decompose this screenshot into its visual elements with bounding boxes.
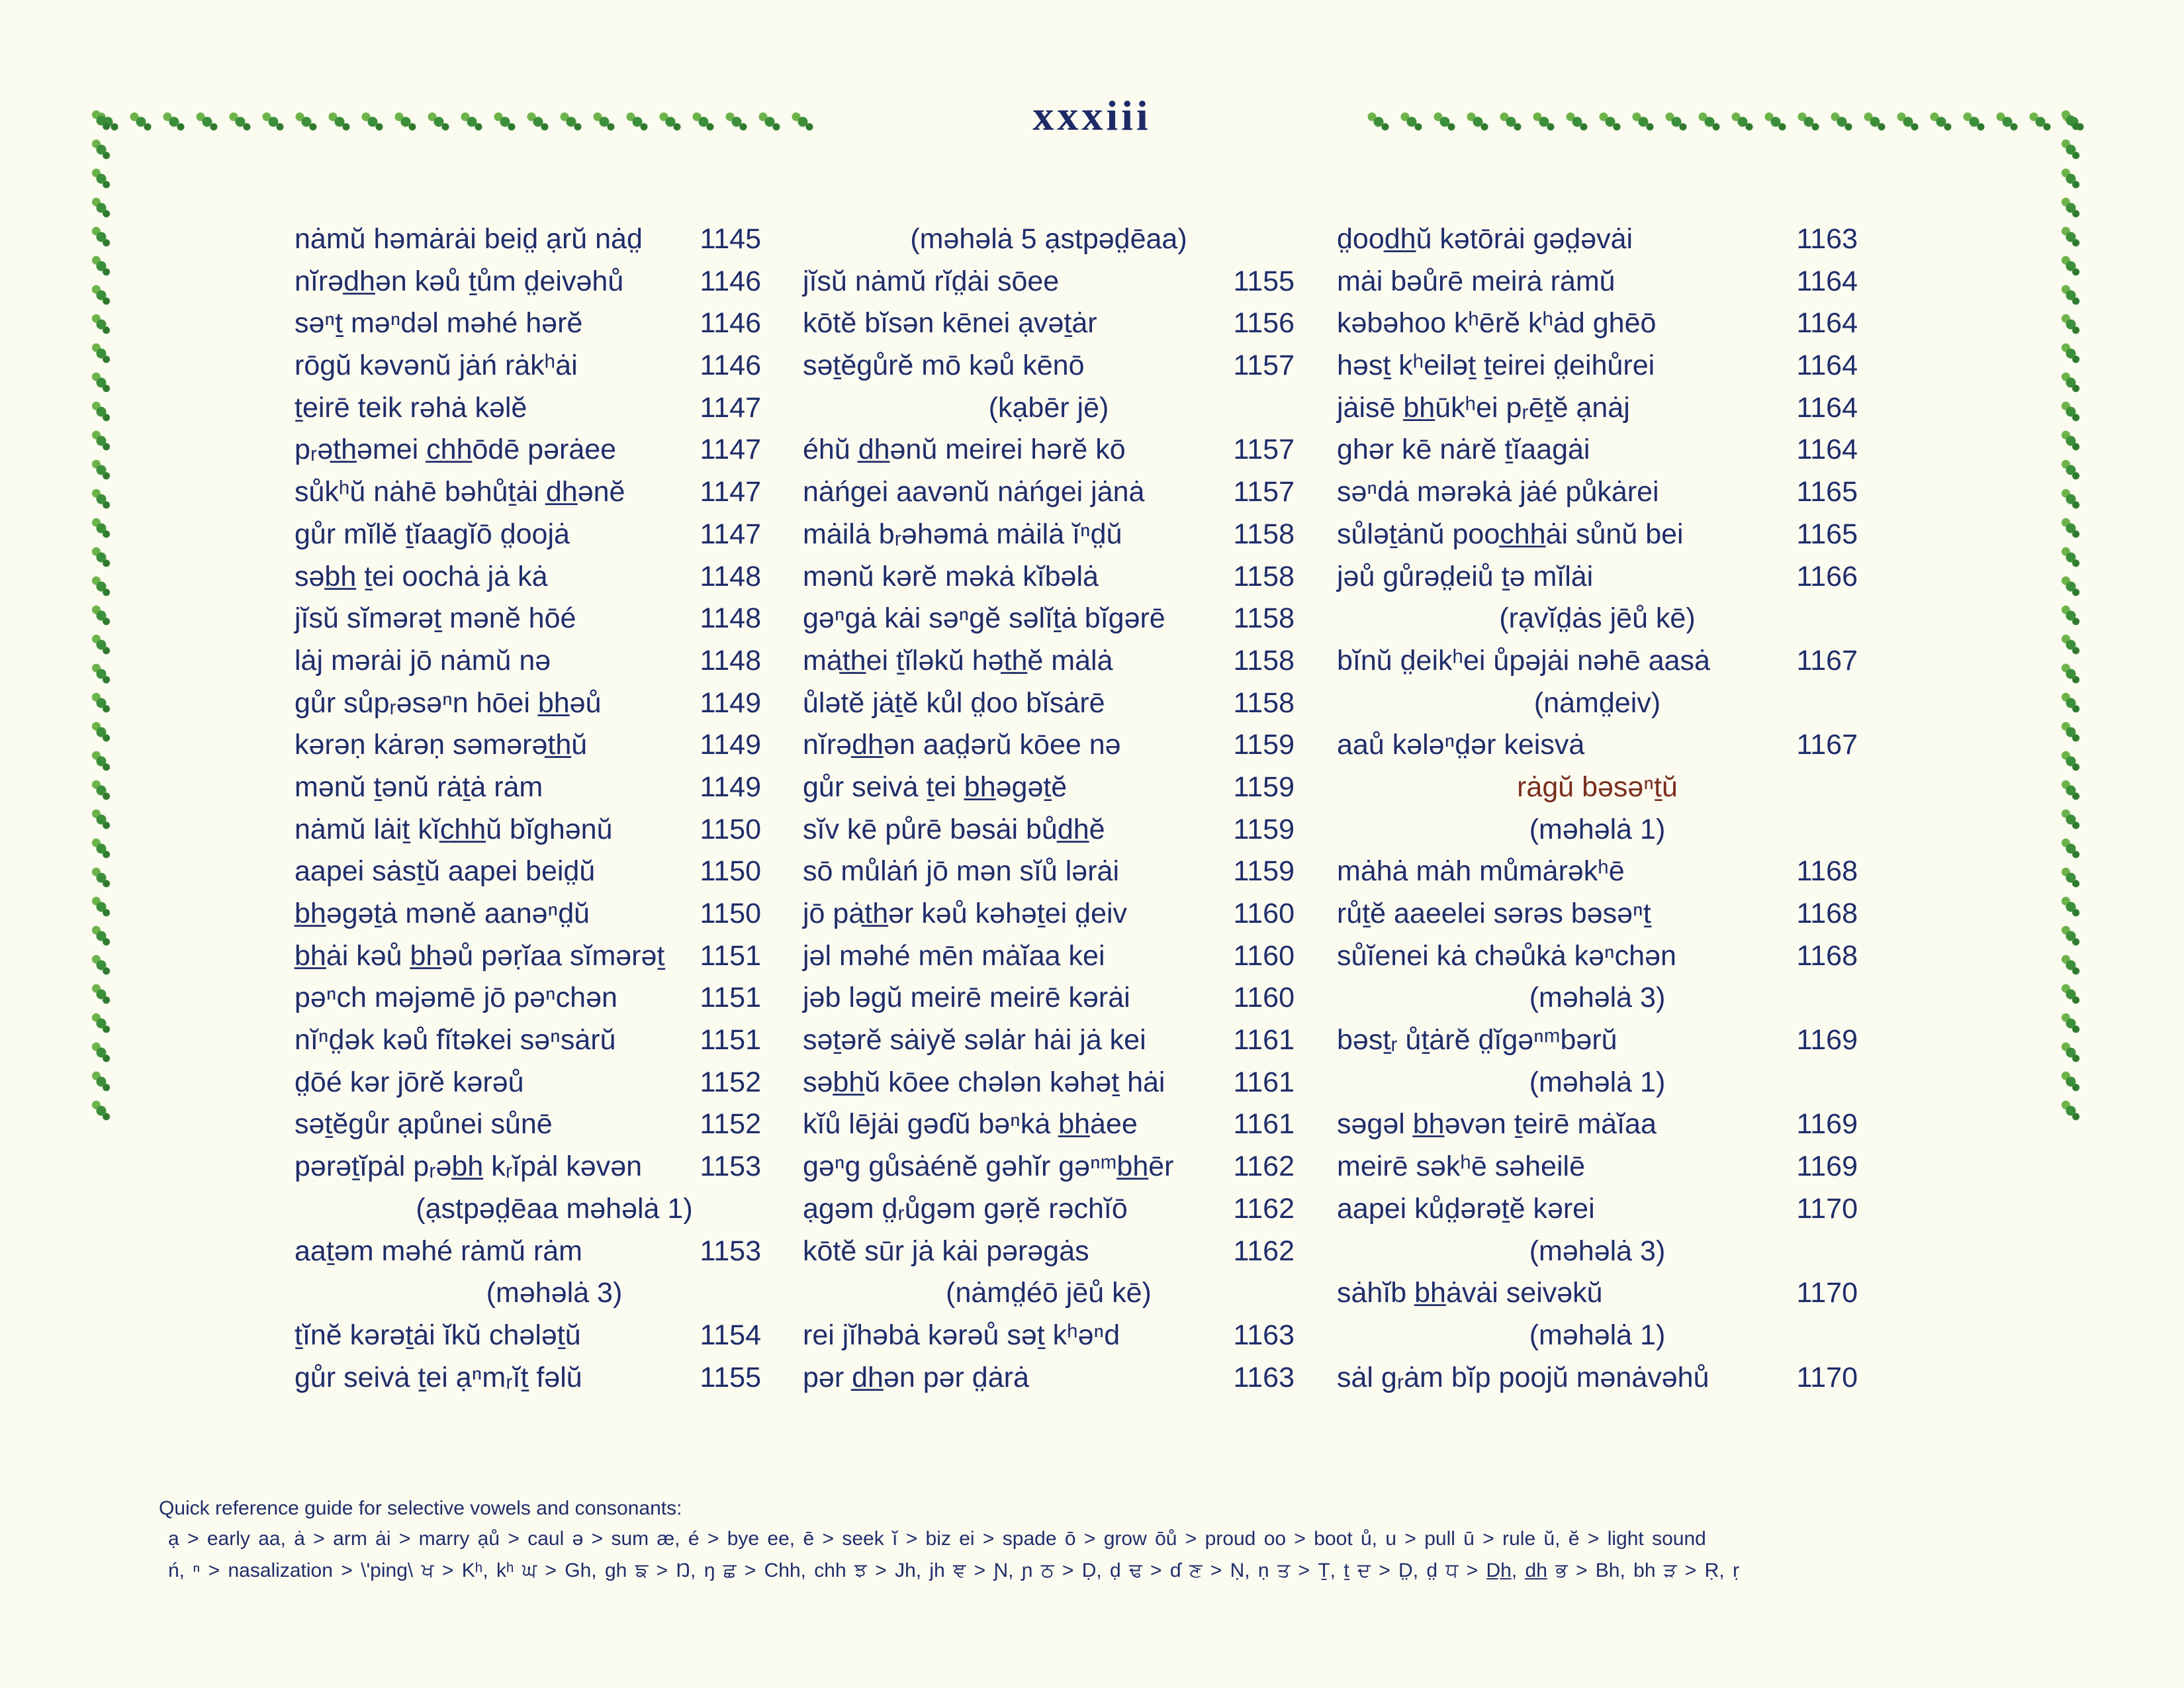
vowel-guide-line: ạ > early aa, ȧ > arm ȧi > marry ạů > caul ə > sum æ, é > bye ee, ē > seek ĭ > biz ei > spade ō > grow ōů > proud oo > boot ů, u > pull ū > rule ŭ, ĕ > light sound bbox=[168, 1528, 1706, 1550]
entry-title: bəsṯᵣ ůṯȧrĕ d̤ĭgəⁿᵐbərŭ bbox=[1337, 1024, 1617, 1056]
index-entry bbox=[295, 1062, 761, 1104]
index-entry bbox=[803, 556, 1295, 598]
right-vine-border bbox=[2058, 106, 2083, 1129]
entry-title: aapei kůd̤ərəṯĕ kərei bbox=[1337, 1192, 1595, 1225]
index-entry bbox=[803, 935, 1295, 978]
page-number: 1157 bbox=[1233, 350, 1295, 382]
entry-title: sĭv kē půrē bəsȧi bůd̲h̲ĕ bbox=[803, 813, 1105, 845]
entry-title: sůləṯȧnŭ pooc̲h̲h̲ȧi sůnŭ bei bbox=[1337, 518, 1684, 550]
page-number: 1153 bbox=[700, 1235, 761, 1267]
entry-title: bĭnŭ d̤eikʰei ůpəjȧi nəhē aasȧ bbox=[1337, 644, 1710, 677]
entry-title: gůr sůpᵣəsəⁿn hōei b̲h̲əů bbox=[295, 686, 602, 719]
page-number: 1164 bbox=[1796, 307, 1858, 340]
entry-title: nȧńgei aavənŭ nȧńgei jȧnȧ bbox=[803, 476, 1145, 508]
page-number: 1150 bbox=[700, 813, 761, 845]
entry-title: nĭrəd̲h̲ən aad̤ərŭ kōee nə bbox=[803, 729, 1121, 761]
entry-title: jəů gůrəd̤eiů ṯə mĭlȧi bbox=[1337, 560, 1594, 592]
index-entry bbox=[295, 556, 761, 598]
entry-title: sō můlȧń jō mən sĭů lərȧi bbox=[803, 855, 1119, 888]
index-column-3 bbox=[1337, 218, 1858, 1399]
index-entry bbox=[1337, 218, 1858, 261]
index-entry bbox=[803, 345, 1295, 387]
page-number: 1164 bbox=[1796, 350, 1858, 382]
index-entry bbox=[1337, 640, 1858, 682]
section-heading bbox=[1337, 1315, 1858, 1357]
entry-title: nĭⁿd̤ək kəů fĭtəkei səⁿsȧrŭ bbox=[295, 1024, 616, 1056]
entry-title: kōtĕ bĭsən kēnei ạvəṯȧr bbox=[803, 307, 1097, 340]
page-title: xxxiii bbox=[1032, 92, 1152, 139]
left-vine-border bbox=[89, 106, 114, 1129]
page-number: 1158 bbox=[1233, 644, 1295, 677]
entry-title: səⁿṯ məⁿdəl məhé hərĕ bbox=[295, 307, 583, 340]
page-number: 1156 bbox=[1233, 307, 1295, 340]
index-entry bbox=[803, 640, 1295, 682]
entry-title: b̲h̲ȧi kəů b̲h̲əů pəṛĭaa sĭmərəṯ bbox=[295, 939, 665, 972]
entry-title: éhŭ d̲h̲ənŭ meirei hərĕ kō bbox=[803, 434, 1126, 466]
page-number: 1159 bbox=[1233, 729, 1295, 761]
entry-title: kōtĕ sūr jȧ kȧi pərəgȧs bbox=[803, 1235, 1089, 1267]
page-number: 1149 bbox=[700, 771, 761, 803]
index-entry bbox=[803, 1103, 1295, 1146]
index-entry bbox=[295, 598, 761, 640]
entry-title: aapei sȧsṯŭ aapei beid̤ŭ bbox=[295, 855, 596, 888]
page-number: 1145 bbox=[700, 223, 761, 255]
entry-title: sůkʰŭ nȧhē bəhůṯȧi d̲h̲ənĕ bbox=[295, 476, 625, 508]
page-number: 1170 bbox=[1796, 1192, 1858, 1225]
index-entry bbox=[1337, 303, 1858, 345]
index-entry bbox=[803, 682, 1295, 725]
index-entry bbox=[295, 387, 761, 430]
entry-title: (məhəlȧ 3) bbox=[1529, 982, 1666, 1014]
entry-title: jĭsŭ sĭmərəṯ mənĕ hōé bbox=[295, 602, 576, 635]
entry-title: sȧl gᵣȧm bĭp poojŭ mənȧvəhů bbox=[1337, 1361, 1709, 1393]
entry-title: pəⁿch məjəmē jō pəⁿchən bbox=[295, 982, 617, 1014]
page-number: 1147 bbox=[700, 476, 761, 508]
index-entry bbox=[803, 1062, 1295, 1104]
index-entry bbox=[803, 1188, 1295, 1231]
index-entry bbox=[1337, 893, 1858, 935]
page-number: 1164 bbox=[1796, 265, 1858, 297]
section-heading bbox=[1337, 598, 1858, 640]
entry-title: rei jĭhəbȧ kərəů səṯ kʰəⁿd bbox=[803, 1319, 1120, 1351]
index-entry bbox=[295, 514, 761, 556]
entry-title: jəl məhé mēn mȧĭaa kei bbox=[803, 939, 1105, 972]
entry-title: jĭsŭ nȧmŭ rĭd̤ȧi sōee bbox=[803, 265, 1060, 297]
entry-title: jȧisē b̲h̲ūkʰei pᵣēṯĕ ạnȧj bbox=[1337, 391, 1630, 424]
index-entry bbox=[295, 345, 761, 387]
page-number: 1162 bbox=[1233, 1150, 1295, 1183]
section-heading bbox=[803, 218, 1295, 261]
page-number: 1158 bbox=[1233, 686, 1295, 719]
section-heading bbox=[1337, 977, 1858, 1019]
page-number: 1170 bbox=[1796, 1361, 1858, 1393]
consonant-guide-line: ń, ⁿ > nasalization > \'ping\ ਖ > Kʰ, kʰ ਘ > Gh, gh ਙ > Ŋ, ŋ ਛ > Chh, chh ਝ > Jh, jh ਞ > Ɲ, ɲ ਠ > Ḍ, ḍ ਢ > ɗ ਣ > Ṇ, ṇ ਤ > Ṯ, ṯ ਦ > D̤, d̤ ਧ > D̲h̲, d̲h̲ ਭ > Bh, bh ੜ > Ṛ, ṛ bbox=[168, 1560, 1739, 1581]
page-number: 1168 bbox=[1796, 855, 1858, 888]
entry-title: səb̲h̲ ṯei oochȧ jȧ kȧ bbox=[295, 560, 548, 592]
entry-title: səṯĕgůrĕ mō kəů kēnō bbox=[803, 350, 1085, 382]
page-number: 1147 bbox=[700, 518, 761, 550]
index-entry bbox=[803, 1315, 1295, 1357]
index-entry bbox=[295, 429, 761, 471]
page-number: 1164 bbox=[1796, 391, 1858, 424]
entry-title: jəb ləgŭ meirē meirē kərȧi bbox=[803, 982, 1130, 1014]
index-entry bbox=[295, 767, 761, 809]
entry-title: gəⁿgȧ kȧi səⁿgĕ səlĭṯȧ bĭgərē bbox=[803, 602, 1165, 635]
index-entry bbox=[803, 303, 1295, 345]
page-number: 1158 bbox=[1233, 518, 1295, 550]
page-number: 1163 bbox=[1233, 1361, 1295, 1393]
entry-title: (məhəlȧ 3) bbox=[1529, 1235, 1666, 1267]
index-entry bbox=[295, 682, 761, 725]
entry-title: (məhəlȧ 1) bbox=[1529, 1319, 1666, 1351]
index-entry bbox=[1337, 387, 1858, 430]
page-number: 1169 bbox=[1796, 1150, 1858, 1183]
entry-title: pər d̲h̲ən pər d̤ȧrȧ bbox=[803, 1361, 1029, 1393]
page-number: 1165 bbox=[1796, 476, 1858, 508]
index-entry bbox=[295, 893, 761, 935]
index-entry bbox=[295, 303, 761, 345]
page-number: 1160 bbox=[1233, 898, 1295, 929]
entry-title: nȧmŭ lȧiṯ kĭc̲h̲h̲ŭ bĭghənŭ bbox=[295, 813, 613, 845]
entry-title: lȧj mərȧi jō nȧmŭ nə bbox=[295, 644, 551, 677]
index-entry bbox=[803, 809, 1295, 851]
page-number: 1162 bbox=[1233, 1235, 1295, 1267]
index-entry bbox=[803, 767, 1295, 809]
entry-title: səṯərĕ sȧiyĕ səlȧr hȧi jȧ kei bbox=[803, 1024, 1146, 1056]
entry-title: b̲h̲əgəṯȧ mənĕ aanəⁿd̤ŭ bbox=[295, 898, 590, 929]
entry-title: d̤ood̲h̲ŭ kətōrȧi gəd̤əvȧi bbox=[1337, 223, 1633, 255]
entry-title: jō pȧt̲h̲ər kəů kəhəṯei d̤eiv bbox=[803, 898, 1128, 929]
page-number: 1163 bbox=[1796, 223, 1858, 255]
index-entry bbox=[803, 724, 1295, 767]
page-number: 1157 bbox=[1233, 476, 1295, 508]
index-entry bbox=[295, 724, 761, 767]
entry-title: sůĭenei kȧ chəůkȧ kəⁿchən bbox=[1337, 939, 1676, 972]
page-number: 1159 bbox=[1233, 855, 1295, 888]
page-number: 1161 bbox=[1233, 1024, 1295, 1056]
index-entry bbox=[1337, 1357, 1858, 1399]
entry-title: ṯĭnĕ kərəṯȧi ĭkŭ chələṯŭ bbox=[295, 1319, 581, 1351]
page-number: 1152 bbox=[700, 1108, 761, 1141]
index-entry bbox=[295, 640, 761, 682]
entry-title: ạgəm d̤ᵣůgəm gəṛĕ rəchĭō bbox=[803, 1192, 1128, 1225]
entry-title: kĭů lējȧi gəɗŭ bəⁿkȧ b̲h̲ȧee bbox=[803, 1108, 1138, 1141]
index-entry bbox=[803, 261, 1295, 303]
index-entry bbox=[803, 1146, 1295, 1188]
page-number: 1153 bbox=[700, 1150, 761, 1183]
entry-title: rōgŭ kəvənŭ jȧń rȧkʰȧi bbox=[295, 350, 578, 382]
page-number: 1160 bbox=[1233, 939, 1295, 972]
entry-title: (məhəlȧ 1) bbox=[1529, 813, 1666, 845]
entry-title: mȧhȧ mȧh můmȧrəkʰē bbox=[1337, 855, 1625, 888]
index-entry bbox=[295, 218, 761, 261]
page-number: 1164 bbox=[1796, 434, 1858, 466]
reference-guide-title: Quick reference guide for selective vowels and consonants: bbox=[159, 1497, 682, 1519]
entry-title: rȧgŭ bəsəⁿṯŭ bbox=[1517, 771, 1678, 803]
index-entry bbox=[295, 1231, 761, 1273]
page-number: 1169 bbox=[1796, 1024, 1858, 1056]
page-number: 1168 bbox=[1796, 898, 1858, 929]
entry-title: gəⁿg gůsȧénĕ gəhĭr gəⁿᵐb̲h̲ēr bbox=[803, 1150, 1174, 1183]
index-entry bbox=[1337, 429, 1858, 471]
page-number: 1165 bbox=[1796, 518, 1858, 550]
entry-title: (məhəlȧ 3) bbox=[486, 1277, 623, 1309]
entry-title: pərəṯĭpȧl pᵣəb̲h̲ kᵣĭpȧl kəvən bbox=[295, 1150, 643, 1183]
page-number: 1163 bbox=[1233, 1319, 1295, 1351]
page-number: 1169 bbox=[1796, 1108, 1858, 1141]
page-number: 1166 bbox=[1796, 560, 1858, 592]
page-number: 1148 bbox=[700, 602, 761, 635]
index-entry bbox=[295, 935, 761, 978]
page-number: 1162 bbox=[1233, 1192, 1295, 1225]
index-column-1 bbox=[295, 218, 761, 1399]
entry-title: həsṯ kʰeiləṯ ṯeirei d̤eihůrei bbox=[1337, 350, 1655, 382]
entry-title: mȧi bəůrē meirȧ rȧmŭ bbox=[1337, 265, 1615, 297]
index-entry bbox=[1337, 1103, 1858, 1146]
page-number: 1160 bbox=[1233, 982, 1295, 1014]
index-entry bbox=[295, 471, 761, 514]
page-number: 1146 bbox=[700, 265, 761, 297]
entry-title: (kạbēr jē) bbox=[988, 391, 1109, 424]
entry-title: (nȧmd̤eiv) bbox=[1533, 686, 1661, 719]
page-number: 1151 bbox=[700, 939, 761, 972]
index-entry bbox=[295, 1315, 761, 1357]
page-number: 1161 bbox=[1233, 1108, 1295, 1141]
section-heading bbox=[1337, 1231, 1858, 1273]
index-entry bbox=[803, 514, 1295, 556]
index-entry bbox=[803, 977, 1295, 1019]
page-number: 1167 bbox=[1796, 729, 1858, 761]
page-number: 1155 bbox=[1233, 265, 1295, 297]
entry-title: kəbəhoo kʰērĕ kʰȧd ghēō bbox=[1337, 307, 1657, 340]
page-number: 1151 bbox=[700, 982, 761, 1014]
entry-title: mȧt̲h̲ei ṯĭləkŭ hət̲h̲ĕ mȧlȧ bbox=[803, 644, 1113, 677]
entry-title: sȧhĭb b̲h̲ȧvȧi seivəkŭ bbox=[1337, 1277, 1603, 1309]
index-entry bbox=[1337, 556, 1858, 598]
page-number: 1147 bbox=[700, 434, 761, 466]
section-heading bbox=[1337, 809, 1858, 851]
entry-title: ṯeirē teik rəhȧ kəlĕ bbox=[295, 391, 527, 424]
index-entry bbox=[803, 1357, 1295, 1399]
reference-guide bbox=[159, 1497, 1739, 1591]
entry-title: mənŭ kərĕ məkȧ kĭbəlȧ bbox=[803, 560, 1099, 592]
entry-title: nĭrəd̲h̲ən kəů ṯům d̤eivəhů bbox=[295, 265, 624, 297]
entry-title: mənŭ ṯənŭ rȧṯȧ rȧm bbox=[295, 771, 543, 803]
entry-title: səgəl b̲h̲əvən ṯeirē mȧĭaa bbox=[1337, 1108, 1657, 1141]
entry-title: nȧmŭ həmȧrȧi beid̤ ạrŭ nȧd̤ bbox=[295, 223, 643, 255]
index-entry bbox=[1337, 261, 1858, 303]
entry-title: səṯĕgůr ạpůnei sůnē bbox=[295, 1108, 553, 1141]
section-heading bbox=[1337, 767, 1858, 809]
section-heading bbox=[1337, 1062, 1858, 1104]
index-entry bbox=[803, 429, 1295, 471]
entry-title: meirē səkʰē səheilē bbox=[1337, 1150, 1585, 1183]
index-entry bbox=[1337, 724, 1858, 767]
page-number: 1161 bbox=[1233, 1066, 1295, 1098]
page-number: 1150 bbox=[700, 898, 761, 929]
index-entry bbox=[295, 1357, 761, 1399]
page-number: 1154 bbox=[700, 1319, 761, 1351]
entry-title: ůlətĕ jȧṯĕ kůl d̤oo bĭsȧrē bbox=[803, 686, 1105, 719]
entry-title: (rạvĭd̤ȧs jēů kē) bbox=[1499, 602, 1696, 635]
page-number: 1159 bbox=[1233, 813, 1295, 845]
index-entry bbox=[803, 471, 1295, 514]
page-number: 1168 bbox=[1796, 939, 1858, 972]
index-entry bbox=[295, 809, 761, 851]
index-entry bbox=[1337, 1188, 1858, 1231]
index-entry bbox=[1337, 471, 1858, 514]
section-heading bbox=[1337, 682, 1858, 725]
section-heading bbox=[803, 387, 1295, 430]
page-number: 1158 bbox=[1233, 602, 1295, 635]
entry-title: aaů kələⁿd̤ər keisvȧ bbox=[1337, 729, 1585, 761]
index-entry bbox=[1337, 1146, 1858, 1188]
index-entry bbox=[1337, 851, 1858, 893]
entry-title: (ạstpəd̤ēaa məhəlȧ 1) bbox=[416, 1192, 693, 1225]
index-entry bbox=[803, 851, 1295, 893]
index-entry bbox=[295, 1019, 761, 1062]
index-column-2 bbox=[803, 218, 1295, 1399]
entry-title: mȧilȧ bᵣəhəmȧ mȧilȧ ĭⁿd̤ŭ bbox=[803, 518, 1122, 550]
entry-title: (məhəlȧ 1) bbox=[1529, 1066, 1666, 1098]
page-number: 1170 bbox=[1796, 1277, 1858, 1309]
entry-title: (məhəlȧ 5 ạstpəd̤ēaa) bbox=[910, 223, 1187, 255]
page-number: 1147 bbox=[700, 391, 761, 424]
index-entry bbox=[803, 598, 1295, 640]
section-heading bbox=[295, 1272, 761, 1315]
entry-title: gůr mĭlĕ ṯĭaagĭō d̤oojȧ bbox=[295, 518, 570, 550]
index-entry bbox=[803, 1019, 1295, 1062]
index-entry bbox=[295, 1146, 761, 1188]
entry-title: pᵣət̲h̲əmei c̲h̲h̲ōdē pərȧee bbox=[295, 434, 617, 466]
page-number: 1146 bbox=[700, 350, 761, 382]
entry-title: gůr seivȧ ṯei ạⁿmᵣĭṯ fəlŭ bbox=[295, 1361, 582, 1393]
entry-title: kərəṇ kȧrəṇ səmərət̲h̲ŭ bbox=[295, 729, 588, 761]
index-entry bbox=[1337, 514, 1858, 556]
entry-title: gůr seivȧ ṯei b̲h̲əgəṯĕ bbox=[803, 771, 1068, 803]
entry-title: səb̲h̲ŭ kōee chələn kəhəṯ hȧi bbox=[803, 1066, 1165, 1098]
section-heading bbox=[295, 1188, 761, 1231]
page-number: 1150 bbox=[700, 855, 761, 888]
page-number: 1149 bbox=[700, 729, 761, 761]
page-number: 1146 bbox=[700, 307, 761, 340]
entry-title: růṯĕ aaeelei sərəs bəsəⁿṯ bbox=[1337, 898, 1651, 929]
page-number: 1152 bbox=[700, 1066, 761, 1098]
index-entry bbox=[1337, 1019, 1858, 1062]
page-number: 1158 bbox=[1233, 560, 1295, 592]
page-number: 1148 bbox=[700, 644, 761, 677]
entry-title: aaṯəm məhé rȧmŭ rȧm bbox=[295, 1235, 582, 1267]
index-entry bbox=[295, 1103, 761, 1146]
index-entry bbox=[803, 1231, 1295, 1273]
index-entry bbox=[1337, 1272, 1858, 1315]
index-entry bbox=[295, 977, 761, 1019]
index-entry bbox=[803, 893, 1295, 935]
entry-title: d̤ōé kər jōrĕ kərəů bbox=[295, 1066, 524, 1098]
page-number: 1157 bbox=[1233, 434, 1295, 466]
section-heading bbox=[803, 1272, 1295, 1315]
index-entry bbox=[295, 851, 761, 893]
index-entry bbox=[1337, 345, 1858, 387]
page-number: 1167 bbox=[1796, 644, 1858, 677]
entry-title: ghər kē nȧrĕ ṯĭaagȧi bbox=[1337, 434, 1590, 466]
entry-title: səⁿdȧ mərəkȧ jȧé půkȧrei bbox=[1337, 476, 1659, 508]
page-number: 1155 bbox=[700, 1361, 761, 1393]
index-entry bbox=[295, 261, 761, 303]
page-number: 1149 bbox=[700, 686, 761, 719]
page-number: 1151 bbox=[700, 1024, 761, 1056]
page-number: 1159 bbox=[1233, 771, 1295, 803]
entry-title: (nȧmd̤éō jēů kē) bbox=[946, 1277, 1152, 1309]
page-number: 1148 bbox=[700, 560, 761, 592]
index-entry bbox=[1337, 935, 1858, 978]
